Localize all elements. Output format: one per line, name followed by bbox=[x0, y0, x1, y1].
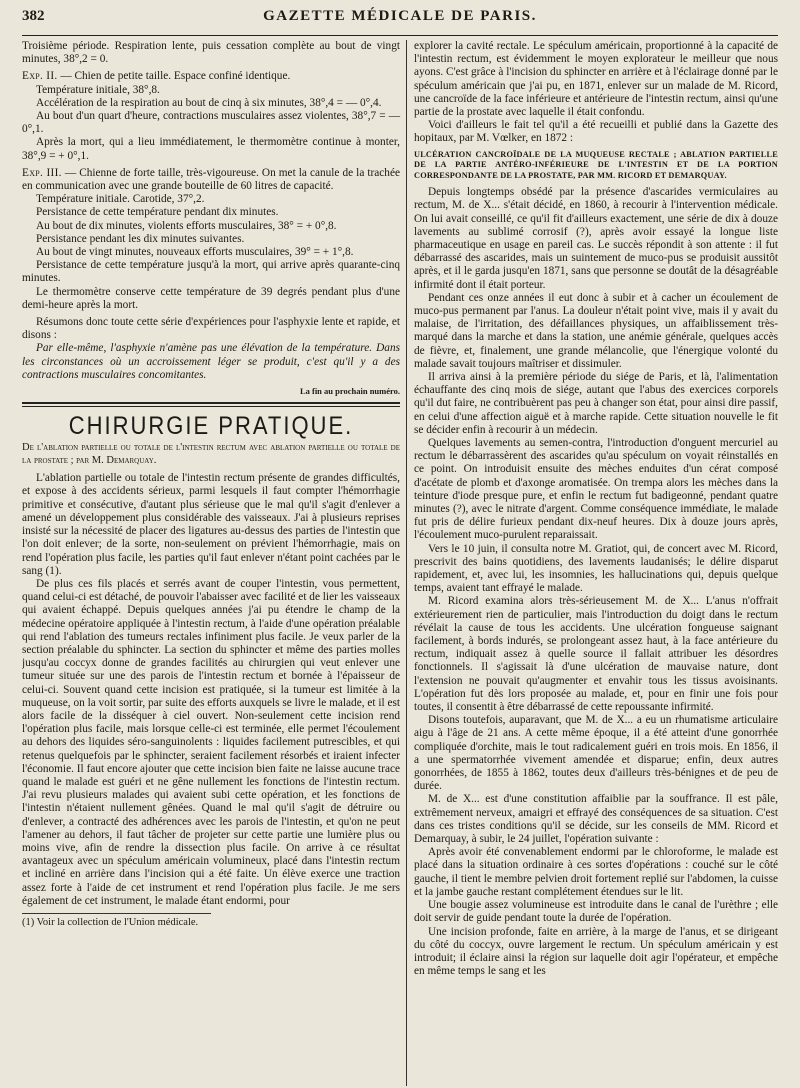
paragraph: Persistance de cette température jusqu'à la mort, qui arrive après quarante-cinq minutes. bbox=[22, 259, 400, 285]
experiment-2-heading bbox=[22, 70, 400, 83]
paragraph: Au bout d'un quart d'heure, contractions musculaires assez violentes, 38°,7 = — 0°,1. bbox=[22, 110, 400, 136]
paragraph: Depuis longtemps obsédé par la présence d'ascarides vermiculaires au rectum, M. de X... s'était décidé, en 1860, à recourir à l'intervention médicale. On lui avait conseillé, ce qu'il fit d'ailleurs exactement, une série de dix à douze lavements au sublimé corrosif (?), après avoir essayé la longue liste pharmaceutique en usage en pareil cas. Le succès répondit à son attente : il fut débarrassé des ascarides, mais un suintement de muco-pus se produisit aussitôt après, et il le garda jusqu'en 1871, sans que personne se doutât de la désagréable infirmité dont il était porteur. bbox=[414, 186, 778, 291]
paragraph: Accélération de la respiration au bout de cinq à six minutes, 38°,4 = — 0°,4. bbox=[36, 96, 382, 109]
paragraph: Persistance de cette température pendant dix minutes. bbox=[36, 206, 279, 219]
paragraph: Voici d'ailleurs le fait tel qu'il a été recueilli et publié dans la Gazette des hopitaux, par M. Vœlker, en 1872 : bbox=[414, 119, 778, 145]
left-column bbox=[22, 40, 407, 1086]
paragraph: M. Ricord examina alors très-sérieusement M. de X... L'anus n'offrait extérieurement rien de particulier, mais l'introduction du doigt dans le rectum révélait la cause de tous les accidents. Une ulcération fongueuse saignant facilement, à bords indurés, se prolongeant assez haut, à la face antérieure du rectum, indiquait assez à quelle source il fallait attribuer les désordres fonctionnels. Il s'agissait là d'une ulcération de mauvaise nature, dont l'extension ne pouvait qu'augmenter et envahir tous les tissus avoisinants. L'opération fut dès lors proposée au malade, et, pour en finir une fois pour toutes, il consentit à être débarrassé de cette repoussante infirmité. bbox=[414, 595, 778, 714]
experiment-3-heading bbox=[22, 167, 400, 193]
paragraph: Au bout de dix minutes, violents efforts musculaires, 38° = + 0°,8. bbox=[36, 219, 337, 232]
paragraph: Le thermomètre conserve cette température de 39 degrés pendant plus d'une demi-heure après la mort. bbox=[22, 285, 400, 311]
paragraph: Une bougie assez volumineuse est introduite dans le canal de l'urèthre ; elle doit servir de guide pendant toute la durée de l'opération. bbox=[414, 899, 778, 925]
paragraph: Après la mort, qui a lieu immédiatement, le thermomètre continue à monter, 38°,9 = + 0°,1. bbox=[22, 136, 400, 162]
paragraph: L'ablation partielle ou totale de l'intestin rectum présente de grandes difficultés, et expose à des accidents sérieux, parmi lesquels il faut compter l'hémorrhagie primitive et consécutive, d'autant plus sérieuse que le mal qu'il s'agit d'enlever a amené un développement plus considérable des vaisseaux. J'ai à plusieurs reprises insisté sur la nécessité de placer des ligatures au-dessus des parties de l'intestin que l'on doit enlever; de la sorte, non-seulement on prévient l'hémorrhagie, mais on rend l'opération plus facile, les parties qu'il faut enlever n'étant point cachées par le sang (1). bbox=[22, 472, 400, 577]
section-rule bbox=[22, 406, 400, 407]
paragraph: M. de X... est d'une constitution affaiblie par la souffrance. Il est pâle, extrêmement nerveux, amaigri et effrayé des conséquences de sa situation. C'est dans ces tristes conditions qu'il se décide, sur les conseils de MM. Ricord et Demarquay, à subir, le 24 juillet, l'opération suivante : bbox=[414, 793, 778, 846]
columns bbox=[22, 40, 778, 1086]
paragraph: Résumons donc toute cette série d'expériences pour l'asphyxie lente et rapide, et disons : bbox=[22, 316, 400, 342]
paragraph: Pendant ces onze années il eut donc à subir et à cacher un écoulement de muco-pus permanent par l'anus. La douleur n'était point vive, mais il y avait du malaise, de l'irritation, des défaillances physiques, un affaiblissement très-marqué dans la marche et dans la station, une anémie générale, quelques accès de fièvre, et, finalement, une grande mélancolie, que l'énergique volonté du malade savait toujours maîtriser et dissimuler. bbox=[414, 291, 778, 370]
paragraph: Température initiale, 38°,8. bbox=[36, 83, 160, 96]
paragraph: De plus ces fils placés et serrés avant de couper l'intestin, vous permettent, quand celui-ci est détaché, de pouvoir l'abaisser avec facilité et de lier les vaisseaux qui avaient échappé. Depuis quelques années j'ai pu étendre le champ de la médecine opératoire appliquée à l'intestin rectum, à l'aide d'une opération préalable qui rend l'ablation des tumeurs rectales infiniment plus facile. Je veux parler de la section préalable du sphincter. La section du sphincter et même des parties molles jusqu'au coccyx donne de grandes facilités au chirurgien qui veut enlever une tumeur située sur une des parois de l'intestin rectum et bornée à l'épaisseur de celui-ci. Souvent quand cette incision est pratiquée, si la tumeur est limitée à la muqueuse, on la voit sortir, par suite des efforts auxquels se livre le malade, et il est alors facile de la disséquer à ciel ouvert. Non-seulement cette incision rend l'opération plus facile, mais lorsque celle-ci est terminée, elle permet l'écoulement au dehors des liquides séro-sanguinolents : liquides facilement putrescibles, et qui retenus quelquefois par le sphincter, seraient facilement résorbés et iraient infecter l'économie. Il faut encore ajouter que cette incision bien faite ne laisse aucune trace quand le malade est guéri et ne gêne nullement les fonctions de l'intestin rectum. J'ai revu plusieurs malades qui avaient subi cette opération, et les fonctions de l'intestin n'étaient nullement gênées. Quand le mal qu'il s'agit de détruire ou d'enlever, a contracté des adhérences avec les parois de l'intestin, et qu'on ne peut l'amener au dehors, il faut tâcher de projeter sur cette partie une lumière plus ou moins vive, afin de rendre la dissection plus facile. On arrive à ce résultat avantageux avec un spéculum américain volumineux, placé dans l'intestin rectum et incliné en arrière dans l'incision qui a été faite. Un élève exerce une traction assez forte à l'aide de cet instrument et rend l'opération plus facile. Je me sers également de cet instrument, le malade étant endormi, pour bbox=[22, 577, 400, 907]
section-title: CHIRURGIE PRATIQUE. bbox=[68, 411, 354, 441]
paragraph: Vers le 10 juin, il consulta notre M. Gratiot, qui, de concert avec M. Ricord, prescrivit des bains quotidiens, des lavements laudanisés; le délire disparut rapidement, et, avec lui, les insomnies, les hallucinations qui, depuis quelque temps, avaient tant effrayé le malade. bbox=[414, 542, 778, 595]
right-column bbox=[407, 40, 778, 1086]
experiment-label: Exp. III. bbox=[22, 166, 62, 179]
paragraph: Persistance pendant les dix minutes suivantes. bbox=[36, 232, 245, 245]
paragraph: explorer la cavité rectale. Le spéculum américain, proportionné à la capacité de l'intestin rectum, est évidemment le moyen explorateur le meilleur que nous ayons. C'est grâce à l'incision du sphincter en arrière et à l'éclairage donné par le spéculum américain que j'ai pu, en 1871, enlever sur un malade de M. Ricord, une cancroïde de la face inférieure et antérieure de l'intestin rectum, ainsi qu'une partie de la prostate avec laquelle il était confondu. bbox=[414, 40, 778, 119]
section-rule bbox=[22, 402, 400, 404]
paragraph: Troisième période. Respiration lente, puis cessation complète au bout de vingt minutes, 38°,2 = 0. bbox=[22, 40, 400, 66]
paragraph: Il arriva ainsi à la première période du siége de Paris, et là, l'alimentation échauffante des cinq mois de siége, autant que l'abus des exercices corporels qu'il dut faire, ne contribuèrent pas peu à changer son état, pour ainsi dire passif, en celui d'une affection aiguë et à marche rapide. Cette situation nouvelle le fit se décider enfin à recourir à un médecin. bbox=[414, 370, 778, 436]
paragraph: Après avoir été convenablement endormi par le chloroforme, le malade est placé dans la situation ordinaire à ces sortes d'opérations : couché sur le côté gauche, il tient le membre pelvien droit fortement replié sur l'abdomen, la cuisse et la jambe gauche restant complétement étendues sur le lit. bbox=[414, 846, 778, 898]
paragraph: Température initiale. Carotide, 37°,2. bbox=[36, 193, 205, 206]
conclusion: Par elle-même, l'asphyxie n'amène pas une élévation de la température. Dans les circonstances où un accroissement léger se produit, c'est qu'il y a des contractions musculaires concomitantes. bbox=[22, 342, 400, 381]
page-number: 382 bbox=[22, 8, 45, 24]
paragraph: Au bout de vingt minutes, nouveaux efforts musculaires, 39° = + 1°,8. bbox=[36, 246, 354, 259]
paragraph: Quelques lavements au semen-contra, l'introduction d'onguent mercuriel au rectum le débarrassèrent des ascarides qu'au spéculum on voyait réinstallés en ce point. On introduisit ensuite des mèches enduites d'un cérat composé d'acétate de plomb et d'axonge aromatisée. On trempa alors les mèches dans la teinture d'iode presque pure, et enfin le rectum fut badigeonné, pendant quatre minutes (?), avec le nitrate d'argent. Comme conséquence immédiate, le malade fut pris de délire furieux pendant dix-neuf heures. Dix à douze jours après, l'écoulement muco-purulent reparaissait. bbox=[414, 436, 778, 542]
paragraph: Disons toutefois, auparavant, que M. de X... a eu un rhumatisme articulaire aigu à l'âge de 21 ans. A cette même époque, il a été atteint d'une gonorrhée compliquée d'orchite, mais le tout radicalement guéri en trois mois. En 1856, il a une spermatorrhée vivement amendée et disparue; enfin, deux autres gonorrhées, de 1855 à 1862, toutes deux d'ailleurs très-bénignes et de peu de durée. bbox=[414, 714, 778, 793]
experiment-text: — Chien de petite taille. Espace confiné identique. bbox=[57, 70, 291, 83]
footnote: (1) Voir la collection de l'Union médicale. bbox=[22, 916, 199, 928]
case-heading: ULCÉRATION CANCROÏDALE DE LA MUQUEUSE RECTALE ; ABLATION PARTIELLE DE LA PARTIE ANTÉRO-INFÉRIEURE DE L'INTESTIN ET DE LA PORTION CORRESPONDANTE DE LA PROSTATE, PAR MM. RICORD ET DEMARQUAY. bbox=[414, 149, 778, 180]
page-header bbox=[22, 8, 778, 36]
footnote-rule bbox=[22, 913, 211, 914]
article-heading: De l'ablation partielle ou totale de l'intestin rectum avec ablation partielle ou totale de la prostate ; par M. Demarquay. bbox=[22, 442, 400, 467]
paragraph: Une incision profonde, faite en arrière, à la marge de l'anus, et se dirigeant du côté du coccyx, ouvre largement le rectum. Un spéculum américain y est introduit; il éclaire ainsi la région sur laquelle doit agir l'opérateur, et empêche en même temps le sang et les bbox=[414, 925, 778, 978]
experiment-label: Exp. II. bbox=[22, 70, 58, 83]
journal-title: GAZETTE MÉDICALE DE PARIS. bbox=[263, 8, 537, 24]
to-be-continued: La fin au prochain numéro. bbox=[299, 386, 400, 397]
experiment-text: — Chienne de forte taille, très-vigoureuse. On met la canule de la trachée en communication avec une grande bouteille de 60 litres de capacité. bbox=[22, 166, 400, 193]
